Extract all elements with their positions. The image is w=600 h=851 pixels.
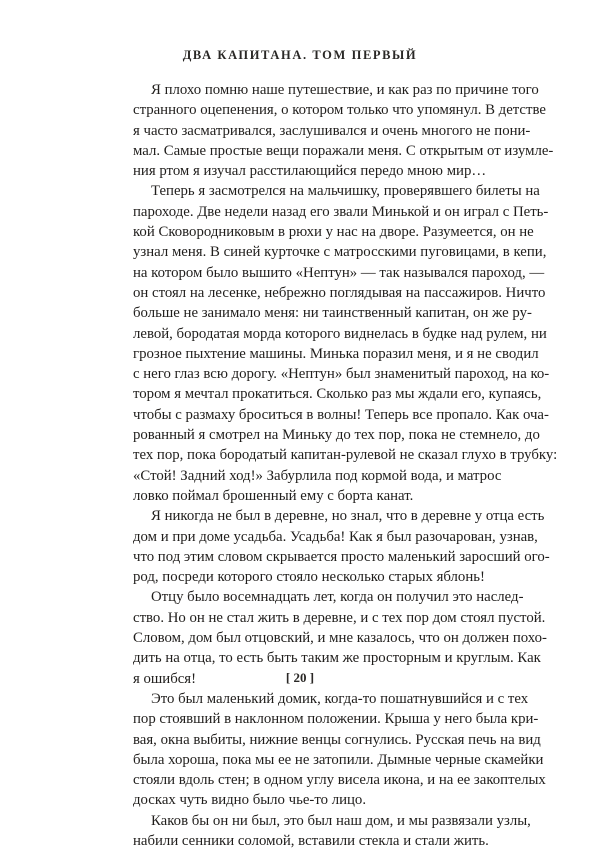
text-line: я часто засматривался, заслушивался и очень многого не пони- [133, 122, 531, 139]
text-line: досках чуть видно было чье-то лицо. [133, 792, 367, 809]
text-line: Каков бы он ни был, это был наш дом, и мы развязали узлы, [151, 812, 531, 829]
text-line: Я никогда не был в деревне, но знал, что в деревне у отца есть [151, 508, 545, 525]
text-line: ство. Но он не стал жить в деревне, и с тех пор дом стоял пустой. [133, 609, 546, 626]
text-line: тех пор, пока бородатый капитан-рулевой не сказал глухо в трубку: [133, 447, 558, 464]
text-line: стояли вдоль стен; в одном углу висела икона, и на ее закоптелых [133, 772, 546, 789]
text-line: дом и при доме усадьба. Усадьба! Как я был разочарован, узнав, [133, 528, 538, 545]
text-line: узнал меня. В синей курточке с матросскими пуговицами, в кепи, [133, 244, 547, 261]
text-line: он стоял на лесенке, небрежно поглядывая на пассажиров. Ничто [133, 284, 546, 301]
paragraph [115, 811, 531, 851]
text-line: ловко поймал брошенный ему с борта канат. [133, 487, 414, 504]
text-line: вая, окна выбиты, нижние венцы согнулись. Русская печь на вид [133, 731, 541, 748]
text-line: Словом, дом был отцовский, и мне казалось, что он должен похо- [133, 630, 547, 647]
text-line: пор стоявший в наклонном положении. Крыша у него была кри- [133, 711, 539, 728]
text-line: чтобы с размаху броситься в волны! Теперь все пропало. Как оча- [133, 406, 549, 423]
text-line: была хороша, пока мы ее не затопили. Дымные черные скамейки [133, 751, 544, 768]
text-line: «Стой! Задний ход!» Забурлила под кормой вода, и матрос [133, 467, 502, 484]
text-line: странного оцепенения, о котором только что упомянул. В детстве [133, 102, 546, 119]
text-line: род, посреди которого стояло несколько старых яблонь! [133, 569, 485, 586]
text-line: пароходе. Две недели назад его звали Минькой и он играл с Петь- [133, 203, 549, 220]
text-line: Отцу было восемнадцать лет, когда он получил это наслед- [151, 589, 524, 606]
text-line: тором я мечтал прокатиться. Сколько раз мы ждали его, купаясь, [133, 386, 542, 403]
text-line: что под этим словом скрывается просто маленький заросший ого- [133, 548, 550, 565]
text-line: кой Сковородниковым в рюхи у нас на дворе. Разумеется, он не [133, 224, 534, 241]
text-line: мал. Самые простые вещи поражали меня. С открытым от изумле- [133, 142, 554, 159]
paragraph [115, 506, 550, 587]
text-line: набили сенники соломой, вставили стекла и стали жить. [133, 832, 489, 849]
paragraph [115, 80, 554, 181]
text-line: Это был маленький домик, когда-то пошатнувшийся и с тех [151, 690, 529, 707]
running-head: ДВА КАПИТАНА. ТОМ ПЕРВЫЙ [182, 48, 418, 62]
text-line: грозное пыхтение машины. Минька поразил меня, и я не сводил [133, 345, 539, 362]
text-line: левой, бородатая морда которого виднелась в будке над рулем, ни [133, 325, 547, 342]
text-line: Теперь я засмотрелся на мальчишку, проверявшего билеты на [151, 183, 540, 200]
text-line: на котором было вышито «Нептун» — так назывался пароход, — [133, 264, 545, 281]
text-line: с него глаз всю дорогу. «Нептун» был знаменитый пароход, на ко- [133, 366, 550, 383]
text-line: дить на отца, то есть быть таким же просторным и круглым. Как [133, 650, 541, 667]
text-line: рованный я смотрел на Миньку до тех пор, пока не стемнело, до [133, 427, 540, 444]
page-number: [ 20 ] [285, 670, 315, 685]
text-line: больше не занимало меня: ни таинственный капитан, он же ру- [133, 305, 532, 322]
body-text [115, 80, 558, 851]
text-line: я ошибся! [133, 670, 197, 687]
text-line: ния ртом я изучал расстилающийся передо мною мир… [133, 163, 487, 180]
paragraph [115, 181, 558, 506]
text-line: Я плохо помню наше путешествие, и как раз по причине того [151, 82, 539, 98]
